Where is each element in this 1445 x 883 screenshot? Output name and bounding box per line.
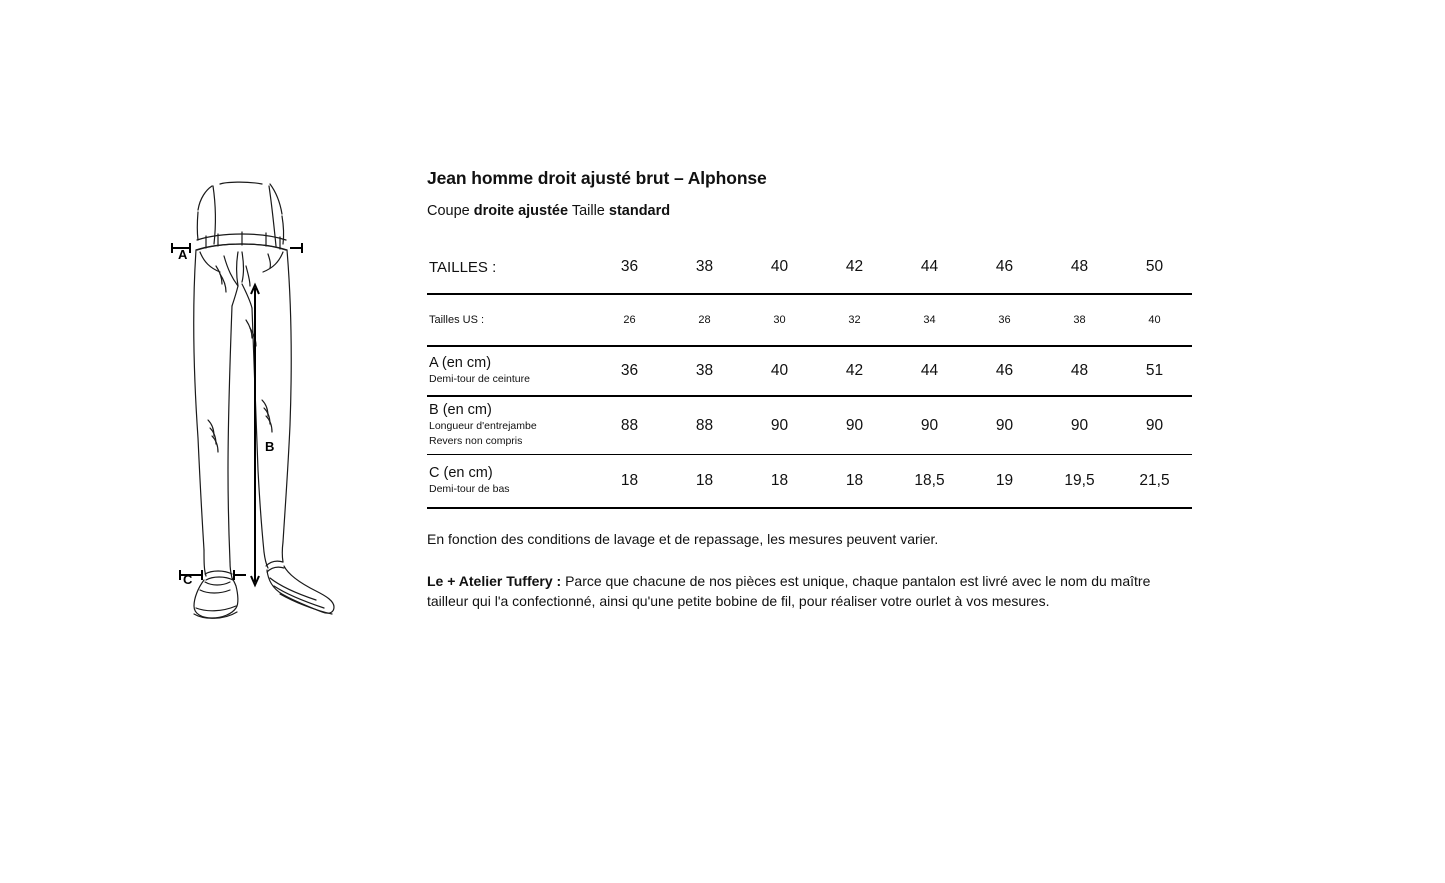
size-guide-panel [427, 168, 1197, 612]
row-label-b [427, 396, 592, 455]
cell-c-8: 21,5 [1117, 455, 1192, 509]
row-label-c-sub: Demi-tour de bas [429, 483, 510, 496]
row-label-c-title: C (en cm) [429, 464, 493, 481]
cell-c-6: 19 [967, 455, 1042, 509]
cell-c-3: 18 [742, 455, 817, 509]
cell-us-3: 30 [742, 294, 817, 346]
cell-c-1: 18 [592, 455, 667, 509]
cell-b-5: 90 [892, 396, 967, 455]
note-measurement-variation: En fonction des conditions de lavage et de repassage, les mesures peuvent varier. [427, 531, 939, 547]
row-label-c [427, 455, 592, 509]
cell-b-1: 88 [592, 396, 667, 455]
cell-us-6: 36 [967, 294, 1042, 346]
row-label-a-sub: Demi-tour de ceinture [429, 373, 530, 386]
row-label-b-sub2: Revers non compris [429, 435, 523, 448]
cell-c-4: 18 [817, 455, 892, 509]
cell-us-1: 26 [592, 294, 667, 346]
row-label-tailles-us: Tailles US : [427, 294, 592, 346]
jeans-measurement-illustration [150, 170, 400, 640]
cell-tailles-7: 48 [1042, 241, 1117, 294]
jeans-drawing-svg [150, 170, 400, 640]
cell-tailles-3: 40 [742, 241, 817, 294]
note-atelier-label: Le + Atelier Tuffery : [427, 573, 562, 589]
cell-b-6: 90 [967, 396, 1042, 455]
cell-c-7: 19,5 [1042, 455, 1117, 509]
cell-b-7: 90 [1042, 396, 1117, 455]
page-title: Jean homme droit ajusté brut – Alphonse [427, 168, 767, 188]
cell-tailles-1: 36 [592, 241, 667, 294]
table-row [427, 346, 1192, 396]
fit-subtitle [427, 203, 1197, 219]
coupe-value: droite ajustée [473, 203, 569, 219]
cell-c-5: 18,5 [892, 455, 967, 509]
cell-a-8: 51 [1117, 346, 1192, 396]
cell-a-2: 38 [667, 346, 742, 396]
row-label-a [427, 346, 592, 396]
cell-a-3: 40 [742, 346, 817, 396]
dimension-label-b: B [265, 439, 275, 454]
cell-us-2: 28 [667, 294, 742, 346]
coupe-label: Coupe [427, 203, 474, 219]
cell-us-8: 40 [1117, 294, 1192, 346]
cell-us-5: 34 [892, 294, 967, 346]
taille-label: Taille [568, 203, 609, 219]
cell-us-4: 32 [817, 294, 892, 346]
cell-a-4: 42 [817, 346, 892, 396]
cell-b-8: 90 [1117, 396, 1192, 455]
cell-b-2: 88 [667, 396, 742, 455]
row-label-b-title: B (en cm) [429, 401, 492, 418]
size-table [427, 241, 1192, 509]
taille-value: standard [608, 203, 671, 219]
cell-tailles-5: 44 [892, 241, 967, 294]
cell-tailles-8: 50 [1117, 241, 1192, 294]
cell-b-3: 90 [742, 396, 817, 455]
dimension-label-c: C [183, 572, 193, 587]
cell-a-1: 36 [592, 346, 667, 396]
cell-tailles-2: 38 [667, 241, 742, 294]
cell-b-4: 90 [817, 396, 892, 455]
cell-a-5: 44 [892, 346, 967, 396]
row-label-a-title: A (en cm) [429, 354, 492, 371]
cell-a-7: 48 [1042, 346, 1117, 396]
dimension-label-a: A [178, 247, 188, 262]
row-label-b-sub: Longueur d'entrejambe [429, 419, 537, 432]
cell-us-7: 38 [1042, 294, 1117, 346]
table-row [427, 396, 1192, 455]
cell-c-2: 18 [667, 455, 742, 509]
cell-tailles-4: 42 [817, 241, 892, 294]
row-label-tailles: TAILLES : [427, 241, 592, 294]
note-atelier-tuffery [427, 571, 1167, 612]
note-atelier-text: Parce que chacune de nos pièces est unique, chaque pantalon est livré avec le nom du maître tailleur qui l'a confectionné, ainsi qu'une petite bobine de fil, pour réaliser votre ourlet à vos mesures. [427, 573, 1151, 610]
cell-tailles-6: 46 [967, 241, 1042, 294]
notes-section [427, 531, 1167, 612]
table-row [427, 241, 1192, 294]
table-row [427, 294, 1192, 346]
cell-a-6: 46 [967, 346, 1042, 396]
table-row [427, 455, 1192, 509]
